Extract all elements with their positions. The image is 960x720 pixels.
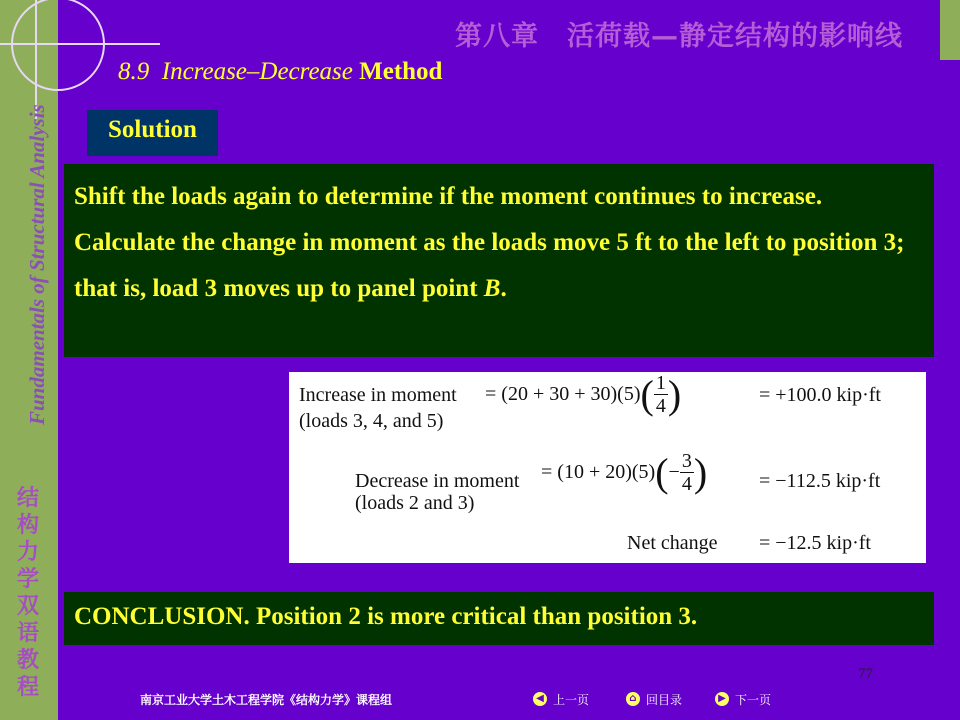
sidebar-cn-char: 力 — [16, 540, 39, 565]
increase-fraction — [654, 372, 668, 417]
panel-point-label: B — [483, 275, 501, 302]
net-change-label: Net change — [627, 532, 718, 554]
sidebar-cn-char: 构 — [16, 513, 39, 538]
svg-text:Fundamentals of Structural Ana: Fundamentals of Structural Analysis — [25, 104, 49, 425]
instruction-box — [64, 164, 934, 357]
fraction-numerator: 1 — [655, 372, 666, 394]
increase-expression — [485, 372, 681, 417]
section-heading — [118, 58, 442, 86]
instruction-text-end: . — [500, 275, 507, 302]
solution-box — [87, 110, 218, 156]
sidebar-cn-char: 语 — [16, 621, 39, 646]
increase-result: = +100.0 kip·ft — [759, 384, 881, 406]
sidebar-cn-title — [10, 485, 46, 701]
net-change-result: = −12.5 kip·ft — [759, 532, 871, 554]
fraction-denominator: 4 — [681, 473, 692, 495]
decrease-label: Decrease in moment — [355, 470, 520, 492]
course-footer-text: 南京工业大学土木工程学院《结构力学》课程组 — [140, 693, 393, 707]
sidebar-cn-char: 程 — [16, 675, 39, 700]
home-icon: ⌂ — [626, 692, 640, 706]
open-paren: ( — [655, 449, 669, 495]
conclusion-box — [64, 592, 934, 645]
solution-label: Solution — [108, 116, 197, 143]
fraction-numerator: 3 — [681, 450, 692, 472]
next-page-button[interactable] — [715, 690, 771, 708]
fraction-sign: − — [668, 461, 680, 483]
sidebar-cn-char: 教 — [16, 648, 39, 673]
decrease-fraction — [680, 450, 694, 495]
increase-expr-text: = (20 + 30 + 30)(5) — [485, 383, 641, 405]
top-right-strip — [940, 0, 960, 60]
section-title-rest: Method — [352, 58, 443, 85]
right-arrow-icon: ▶ — [715, 692, 729, 706]
instruction-text-main: Shift the loads again to determine if the moment continues to increase. Calculate the change in moment as the loads move 5 ft to the left to position 3; that is, load 3 moves up to panel point — [74, 183, 905, 302]
increase-sublabel: (loads 3, 4, and 5) — [299, 410, 444, 432]
decrease-expression — [541, 450, 707, 495]
decrease-expr-text: = (10 + 20)(5) — [541, 461, 656, 483]
fraction-denominator: 4 — [655, 395, 666, 417]
close-paren: ) — [693, 449, 708, 495]
toc-button[interactable] — [626, 690, 682, 708]
conclusion-text: CONCLUSION. Position 2 is more critical than position 3. — [74, 603, 698, 630]
equation-image — [289, 372, 926, 563]
section-title-italic: Increase–Decrease — [161, 58, 353, 85]
left-arrow-icon: ◀ — [533, 692, 547, 706]
sidebar-cn-char: 双 — [16, 594, 39, 619]
decrease-sublabel: (loads 2 and 3) — [355, 492, 475, 514]
sidebar-cn-char: 结 — [16, 486, 39, 511]
open-paren: ( — [640, 371, 654, 417]
increase-label: Increase in moment — [299, 384, 457, 406]
prev-page-label: 上一页 — [553, 692, 590, 707]
chapter-title: 第八章 活荷载—静定结构的影响线 — [455, 21, 903, 52]
toc-label: 回目录 — [646, 692, 683, 707]
close-paren: ) — [667, 371, 682, 417]
sidebar-vertical-title — [4, 90, 56, 430]
prev-page-button[interactable] — [533, 690, 589, 708]
section-number: 8.9 — [118, 58, 150, 85]
next-page-label: 下一页 — [735, 692, 772, 707]
instruction-text — [74, 174, 924, 312]
decrease-result: = −112.5 kip·ft — [759, 470, 881, 492]
page-number: 77 — [858, 666, 873, 682]
sidebar-cn-char: 学 — [16, 567, 39, 592]
